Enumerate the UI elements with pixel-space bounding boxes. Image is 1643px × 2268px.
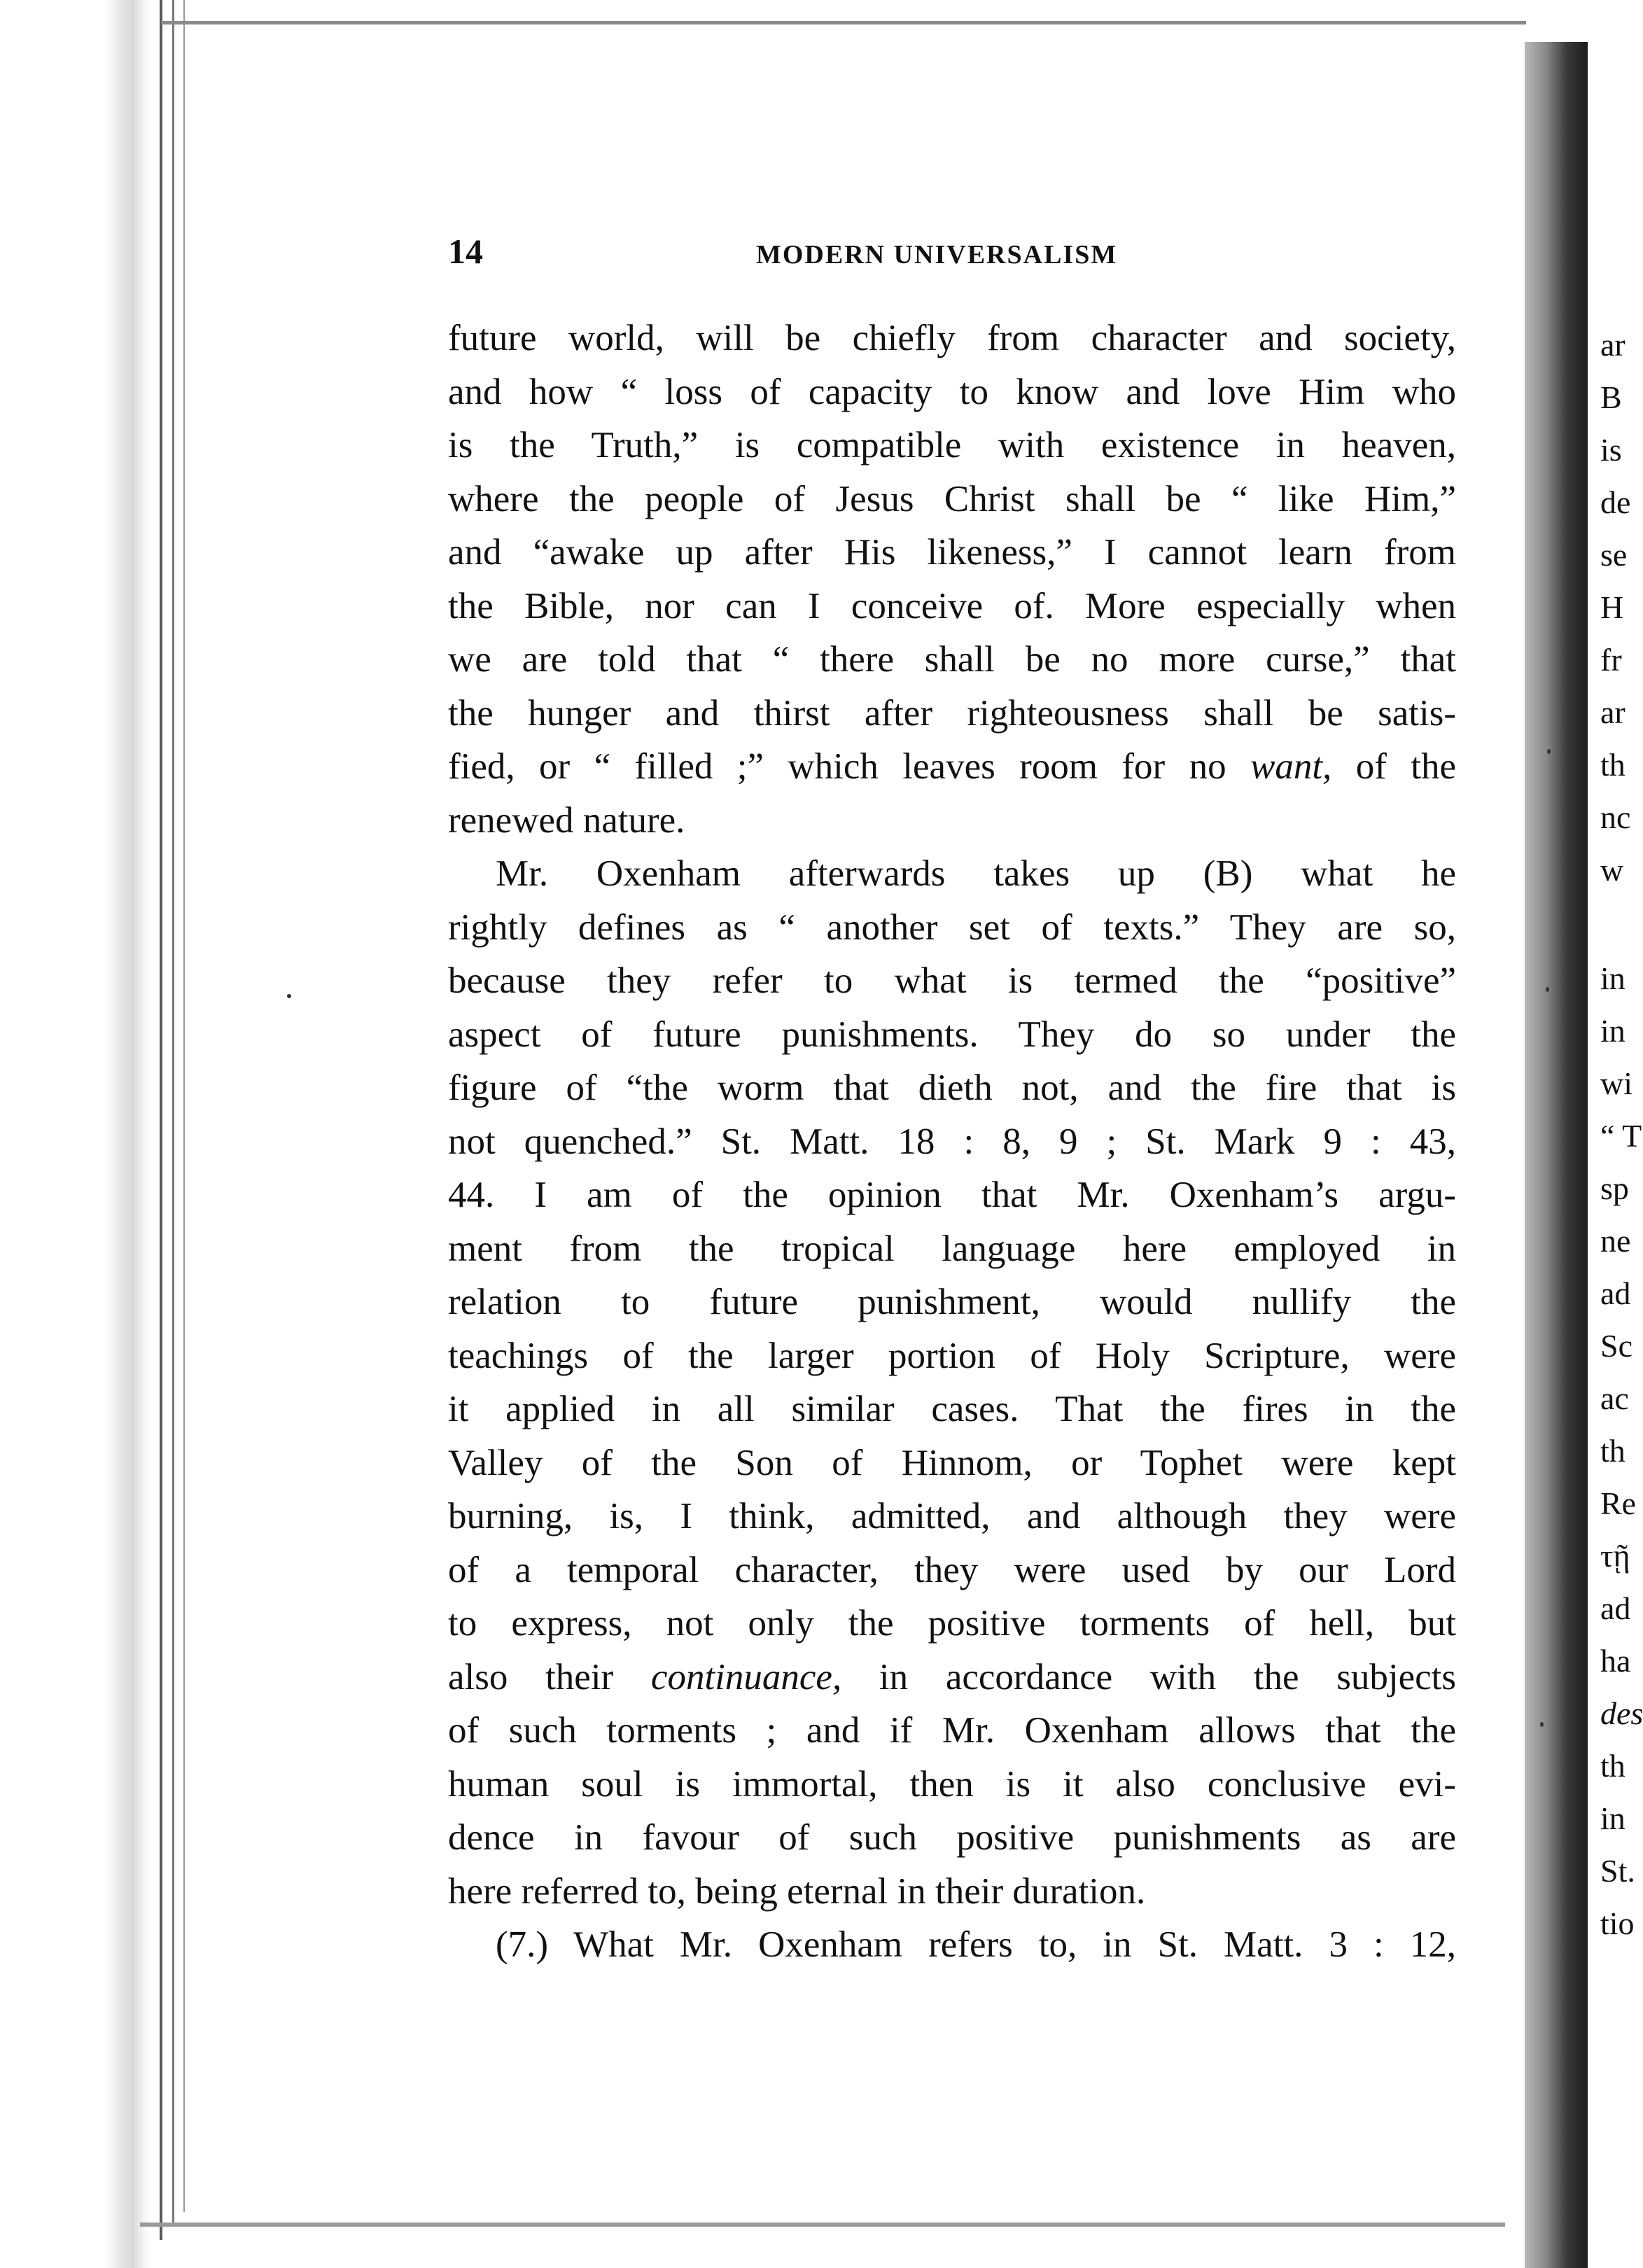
text-line: and “awake up after His likeness,” I cannot learn from bbox=[448, 532, 1456, 573]
text-line: ment from the tropical language here employed in bbox=[448, 1228, 1456, 1269]
text-line: of such torments ; and if Mr. Oxenham allows that the bbox=[448, 1710, 1456, 1751]
facing-page-fragment: w bbox=[1600, 852, 1624, 888]
scan-speck bbox=[1547, 749, 1551, 754]
scan-speck bbox=[287, 994, 291, 998]
page-edge-line bbox=[172, 0, 174, 2226]
text-line: figure of “the worm that dieth not, and the fire that is bbox=[448, 1068, 1456, 1108]
text-line: Valley of the Son of Hinnom, or Tophet were kept bbox=[448, 1442, 1456, 1483]
italic-word: continuance, bbox=[650, 1656, 842, 1698]
body-text bbox=[448, 312, 1456, 1972]
text-line: the hunger and thirst after righteousness shall be satis- bbox=[448, 692, 1456, 734]
facing-page-fragment: des bbox=[1600, 1695, 1643, 1731]
facing-page-fragment: is bbox=[1600, 432, 1622, 468]
text-line: and how “ loss of capacity to know and love Him who bbox=[448, 371, 1456, 412]
text-line: fied, or “ filled ;” which leaves room for no want, of the bbox=[448, 746, 1456, 787]
text-line: also their continuance, in accordance with the subjects bbox=[448, 1656, 1456, 1698]
text-line: is the Truth,” is compatible with existence in heaven, bbox=[448, 425, 1456, 465]
page-number: 14 bbox=[448, 232, 483, 271]
scan-speck bbox=[1540, 1722, 1544, 1727]
text-line: we are told that “ there shall be no more curse,” that bbox=[448, 639, 1456, 680]
text-line: the Bible, nor can I conceive of. More especially when bbox=[448, 585, 1456, 626]
text-line: future world, will be chiefly from character and society, bbox=[448, 318, 1456, 358]
text-line: here referred to, being eternal in their duration. bbox=[448, 1870, 1146, 1912]
facing-page-fragment: in bbox=[1600, 1013, 1625, 1049]
facing-page-fragment: th bbox=[1600, 1748, 1625, 1784]
text-line: to express, not only the positive torments of hell, but bbox=[448, 1603, 1456, 1644]
facing-page-fragment: ar bbox=[1600, 694, 1625, 730]
facing-page-fragment: “ T bbox=[1600, 1118, 1642, 1154]
facing-page-fragment: in bbox=[1600, 1800, 1625, 1836]
text-line: human soul is immortal, then is it also conclusive evi- bbox=[448, 1763, 1456, 1805]
top-page-edge bbox=[161, 21, 1526, 24]
text-line: burning, is, I think, admitted, and although they were bbox=[448, 1496, 1456, 1536]
running-head: MODERN UNIVERSALISM bbox=[756, 240, 1118, 270]
facing-page-fragment: ad bbox=[1600, 1590, 1631, 1626]
text-line: relation to future punishment, would nullify the bbox=[448, 1282, 1456, 1322]
facing-page-fragment: B bbox=[1600, 379, 1622, 415]
text-line: (7.) What Mr. Oxenham refers to, in St. Matt. 3 : 12, bbox=[496, 1924, 1456, 1965]
facing-page-fragment: in bbox=[1600, 960, 1625, 996]
bottom-page-edge bbox=[140, 2222, 1505, 2227]
book-page bbox=[434, 231, 1498, 1965]
facing-page-fragment: se bbox=[1600, 537, 1628, 573]
text-line: Mr. Oxenham afterwards takes up (B) what he bbox=[496, 853, 1456, 894]
italic-word: want, bbox=[1250, 746, 1332, 787]
facing-page-fragment: ac bbox=[1600, 1380, 1629, 1416]
facing-page-fragment: St. bbox=[1600, 1853, 1635, 1889]
text-line: rightly defines as “ another set of texts.” They are so, bbox=[448, 906, 1456, 948]
text-line: teachings of the larger portion of Holy Scripture, were bbox=[448, 1335, 1456, 1376]
page-header bbox=[434, 231, 1498, 273]
text-line: aspect of future punishments. They do so under the bbox=[448, 1014, 1456, 1055]
facing-page-fragment: ad bbox=[1600, 1275, 1631, 1311]
facing-page-fragment: Re bbox=[1600, 1485, 1637, 1521]
page-edge-line bbox=[183, 0, 185, 2212]
text-line: 44. I am of the opinion that Mr. Oxenham’s argu- bbox=[448, 1175, 1456, 1215]
facing-page-fragment: th bbox=[1600, 747, 1625, 783]
facing-page-fragment: nc bbox=[1600, 799, 1631, 835]
scan-speck bbox=[1546, 987, 1549, 992]
text-line: not quenched.” St. Matt. 18 : 8, 9 ; St. Mark 9 : 43, bbox=[448, 1121, 1456, 1162]
facing-page-fragment: fr bbox=[1600, 642, 1622, 678]
page-edge-line bbox=[160, 0, 162, 2240]
facing-page-fragment: tio bbox=[1600, 1905, 1635, 1941]
left-page-edge bbox=[0, 0, 168, 2268]
facing-page-fragment: Sc bbox=[1600, 1328, 1632, 1364]
facing-page-fragment: de bbox=[1600, 484, 1631, 520]
facing-page-fragment: sp bbox=[1600, 1170, 1629, 1206]
text-line: it applied in all similar cases. That the fires in the bbox=[448, 1389, 1456, 1429]
text-line: renewed nature. bbox=[448, 799, 685, 841]
facing-page-fragment: H bbox=[1600, 589, 1624, 625]
text-line: where the people of Jesus Christ shall be “ like Him,” bbox=[448, 478, 1456, 519]
facing-page bbox=[1588, 0, 1643, 2268]
facing-page-fragment: ne bbox=[1600, 1223, 1631, 1259]
facing-page-fragment: wi bbox=[1600, 1065, 1632, 1101]
facing-page-fragment: ar bbox=[1600, 327, 1625, 363]
facing-page-fragment: th bbox=[1600, 1433, 1625, 1469]
text-line: dence in favour of such positive punishments as are bbox=[448, 1817, 1456, 1858]
facing-page-fragment: ha bbox=[1600, 1643, 1631, 1679]
text-line: of a temporal character, they were used by our Lord bbox=[448, 1549, 1456, 1590]
text-line: because they refer to what is termed the “positive” bbox=[448, 960, 1456, 1001]
facing-page-fragment: τῇ bbox=[1600, 1538, 1630, 1574]
